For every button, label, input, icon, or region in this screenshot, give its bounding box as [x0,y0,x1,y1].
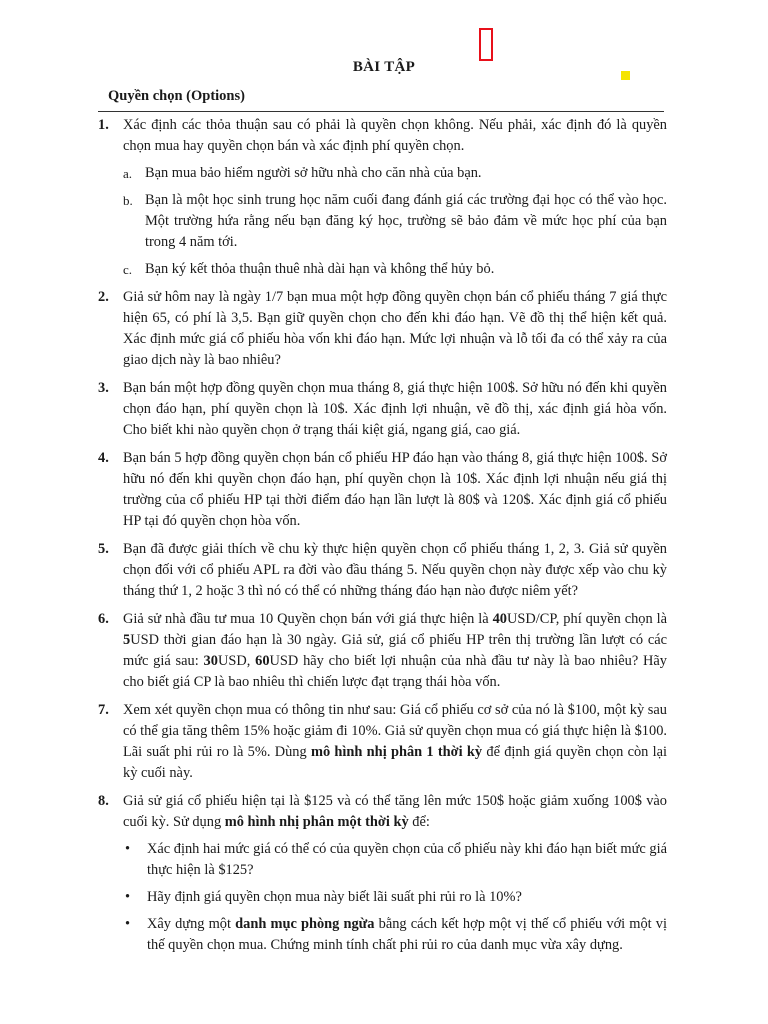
sub-label: b. [123,193,133,208]
bold-phrase: danh mục phòng ngừa [235,916,375,932]
bullet-icon: • [125,916,131,932]
bold-value: 40 [492,611,507,627]
question-number: 3. [98,380,109,396]
text-run: USD, [217,653,256,669]
bold-phrase: mô hình nhị phân một thời kỳ [224,814,409,830]
bold-phrase: mô hình nhị phân 1 thời kỳ [310,744,483,760]
question-text: Giả sử hôm nay là ngày 1/7 bạn mua một hợp đồng quyền chọn bán cổ phiếu tháng 7 giá thực hiện 65, có phí là 3,5. Bạn giữ quyền chọn cho đến khi đáo hạn. Vẽ đồ thị thể hiện kết quả. Xác định mức giá cổ phiếu hòa vốn khi đáo hạn. Mức lợi nhuận và lỗ tối đa có thể xảy ra của giao dịch này là bao nhiêu? [123,289,667,368]
bold-value: 5 [123,632,131,648]
question-7 [98,700,667,784]
sub-item-b [123,190,667,253]
question-number: 4. [98,450,109,466]
text-run: Xem xét quyền chọn mua có thông tin như sau: Giá cổ phiếu cơ sở của nó là $100, một kỳ sau có thể gia tăng thêm 15% hoặc giảm đi 10%. Giả sử quyền chọn mua có giá thực hiện là $100. Lãi suất phi rủi ro là 5%. Dùng [123,702,667,760]
question-text [123,609,667,693]
text-run: để định giá quyền chọn còn lại kỳ cuối này. [123,744,667,781]
bold-value: 60 [255,653,270,669]
question-text: Bạn đã được giải thích về chu kỳ thực hiện quyền chọn cổ phiếu tháng 1, 2, 3. Giả sử quyền chọn đối với cổ phiếu APL ra đời vào đầu tháng 5. Nếu quyền chọn này được xếp vào chu kỳ tháng thứ 1, 2 hoặc 3 thì nó có thể có những tháng đáo hạn nào được niêm yết? [123,541,667,599]
text-run: USD hãy cho biết lợi nhuận của nhà đầu tư này là bao nhiêu? Hãy cho biết giá CP là bao nhiêu thì chiến lược đạt trạng thái hòa vốn. [123,653,667,690]
text-run: Giả sử nhà đầu tư mua 10 Quyền chọn bán với giá thực hiện là [123,611,493,627]
question-number: 7. [98,702,109,718]
sub-text: Bạn là một học sinh trung học năm cuối đang đánh giá các trường đại học có thể vào học. Một trường hứa rằng nếu bạn đăng ký học, trường sẽ bảo đảm về mức học phí của bạn trong 4 năm tới. [145,192,667,250]
text-run: Xây dựng một [147,916,236,932]
question-2 [98,287,667,371]
bullet-item [123,914,667,956]
text-run: USD thời gian đáo hạn là 30 ngày. Giả sử, giá cổ phiếu HP trên thị trường lần lượt có các mức giá sau: [123,632,667,669]
question-number: 6. [98,611,109,627]
page-title: BÀI TẬP [352,59,416,75]
text-run: bằng cách kết hợp một vị thế cổ phiếu với một vị thế quyền chọn mua. Chứng minh tính chất phi rủi ro của danh mục vừa xây dựng. [147,916,668,953]
sub-text: Bạn ký kết thỏa thuận thuê nhà dài hạn và không thể hủy bỏ. [145,261,495,277]
exercise-list [98,115,667,963]
bold-value: 30 [203,653,218,669]
question-text: Xác định các thỏa thuận sau có phải là quyền chọn không. Nếu phải, xác định đó là quyền chọn mua hay quyền chọn bán và xác định phí quyền chọn. [123,117,667,154]
question-text: Bạn bán 5 hợp đồng quyền chọn bán cổ phiếu HP đáo hạn vào tháng 8, giá thực hiện 100$. Sở hữu nó đến khi quyền chọn đáo hạn, phí quyền chọn là 10$. Xác định lợi nhuận nếu giá thị trường của cổ phiếu HP tại thời điểm đáo hạn lần lượt là 80$ và 120$. Xác định giá cổ phiếu HP tại đó quyền chọn hòa vốn. [123,450,667,529]
question-1 [98,115,667,280]
sub-item-a [123,163,667,184]
text-run: USD/CP, phí quyền chọn là [506,611,667,627]
question-text [123,700,667,784]
text-run: để: [408,814,430,830]
question-4 [98,448,667,532]
bullet-item [123,839,667,881]
sub-label: a. [123,166,133,181]
sub-text: Bạn mua bảo hiểm người sở hữu nhà cho căn nhà của bạn. [145,165,482,181]
question-number: 1. [98,117,109,133]
bullet-item [123,887,667,908]
bullet-text [147,914,667,956]
bullet-text: Hãy định giá quyền chọn mua này biết lãi suất phi rủi ro là 10%? [147,889,522,905]
section-heading: Quyền chọn (Options) [108,88,245,104]
sub-label: c. [123,262,133,277]
bullet-icon: • [125,841,131,857]
question-number: 2. [98,289,109,305]
heading-divider [98,111,664,112]
question-number: 8. [98,793,109,809]
question-3 [98,378,667,441]
bullet-text: Xác định hai mức giá có thể có của quyền chọn của cổ phiếu này khi đáo hạn biết mức giá thực hiện là $125? [147,841,667,878]
sub-item-c [123,259,667,280]
question-text [123,791,667,833]
question-number: 5. [98,541,109,557]
text-run: Giả sử giá cổ phiếu hiện tại là $125 và có thể tăng lên mức 150$ hoặc giảm xuống 100$ vào cuối kỳ. Sử dụng [123,793,667,830]
question-6 [98,609,667,693]
red-rectangle-mark [479,28,493,61]
bullet-icon: • [125,889,131,905]
question-text: Bạn bán một hợp đồng quyền chọn mua tháng 8, giá thực hiện 100$. Sở hữu nó đến khi quyền chọn đáo hạn, phí quyền chọn là 10$. Xác định lợi nhuận, vẽ đồ thị, xác định giá hòa vốn. Cho biết khi nào quyền chọn ở trạng thái kiệt giá, ngang giá, cao giá. [123,380,667,438]
question-5 [98,539,667,602]
question-8 [98,791,667,956]
